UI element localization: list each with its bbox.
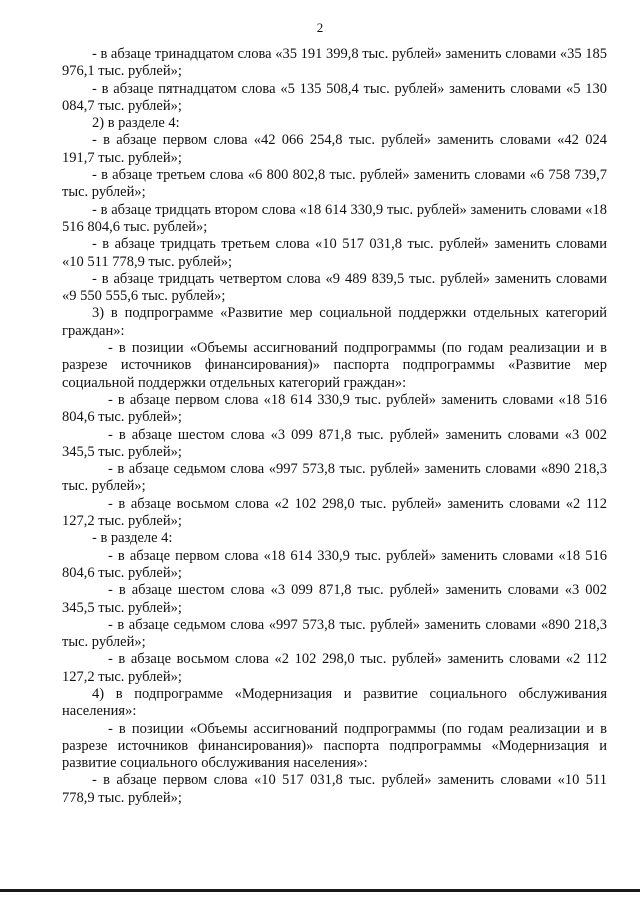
bottom-scan-edge	[0, 889, 640, 892]
paragraph-19: - в абзаце восьмом слова «2 102 298,0 тыс. рублей» заменить словами «2 112 127,2 тыс. рублей»;	[62, 651, 607, 685]
paragraph-5: - в абзаце третьем слова «6 800 802,8 тыс. рублей» заменить словами «6 758 739,7 тыс. рублей»;	[62, 167, 607, 201]
paragraph-22: - в абзаце первом слова «10 517 031,8 тыс. рублей» заменить словами «10 511 778,9 тыс. рублей»;	[62, 772, 607, 806]
page-number: 2	[316, 20, 324, 35]
document-body	[62, 46, 607, 807]
paragraph-12: - в абзаце шестом слова «3 099 871,8 тыс. рублей» заменить словами «3 002 345,5 тыс. рублей»;	[62, 426, 607, 460]
paragraph-10: - в позиции «Объемы ассигнований подпрограммы (по годам реализации и в разрезе источников финансирования)» паспорта подпрограммы «Развитие мер социальной поддержки отдельных категорий граждан»:	[62, 340, 607, 391]
paragraph-11: - в абзаце первом слова «18 614 330,9 тыс. рублей» заменить словами «18 516 804,6 тыс. рублей»;	[62, 391, 607, 426]
paragraph-6: - в абзаце тридцать втором слова «18 614 330,9 тыс. рублей» заменить словами «18 516 804,6 тыс. рублей»;	[62, 201, 607, 235]
paragraph-18: - в абзаце седьмом слова «997 573,8 тыс. рублей» заменить словами «890 218,3 тыс. рублей»;	[62, 616, 607, 651]
paragraph-4: - в абзаце первом слова «42 066 254,8 тыс. рублей» заменить словами «42 024 191,7 тыс. рублей»;	[62, 132, 607, 166]
paragraph-17: - в абзаце шестом слова «3 099 871,8 тыс. рублей» заменить словами «3 002 345,5 тыс. рублей»;	[62, 582, 607, 616]
paragraph-21: - в позиции «Объемы ассигнований подпрограммы (по годам реализации и в разрезе источников финансирования)» паспорта подпрограммы «Модернизация и развитие социального обслуживания населения»:	[62, 720, 607, 772]
paragraph-13: - в абзаце седьмом слова «997 573,8 тыс. рублей» заменить словами «890 218,3 тыс. рублей»;	[62, 461, 607, 495]
paragraph-9: 3) в подпрограмме «Развитие мер социальной поддержки отдельных категорий граждан»:	[62, 305, 607, 339]
paragraph-16: - в абзаце первом слова «18 614 330,9 тыс. рублей» заменить словами «18 516 804,6 тыс. рублей»;	[62, 547, 607, 581]
paragraph-2: - в абзаце пятнадцатом слова «5 135 508,4 тыс. рублей» заменить словами «5 130 084,7 тыс. рублей»;	[62, 80, 607, 114]
paragraph-20: 4) в подпрограмме «Модернизация и развитие социального обслуживания населения»:	[62, 685, 607, 720]
paragraph-15: - в разделе 4:	[92, 530, 173, 547]
paragraph-1: - в абзаце тринадцатом слова «35 191 399,8 тыс. рублей» заменить словами «35 185 976,1 тыс. рублей»;	[62, 46, 607, 80]
paragraph-14: - в абзаце восьмом слова «2 102 298,0 тыс. рублей» заменить словами «2 112 127,2 тыс. рублей»;	[62, 495, 607, 530]
paragraph-8: - в абзаце тридцать четвертом слова «9 489 839,5 тыс. рублей» заменить словами «9 550 555,6 тыс. рублей»;	[62, 270, 607, 305]
paragraph-7: - в абзаце тридцать третьем слова «10 517 031,8 тыс. рублей» заменить словами «10 511 778,9 тыс. рублей»;	[62, 236, 607, 270]
paragraph-3: 2) в разделе 4:	[92, 115, 180, 132]
